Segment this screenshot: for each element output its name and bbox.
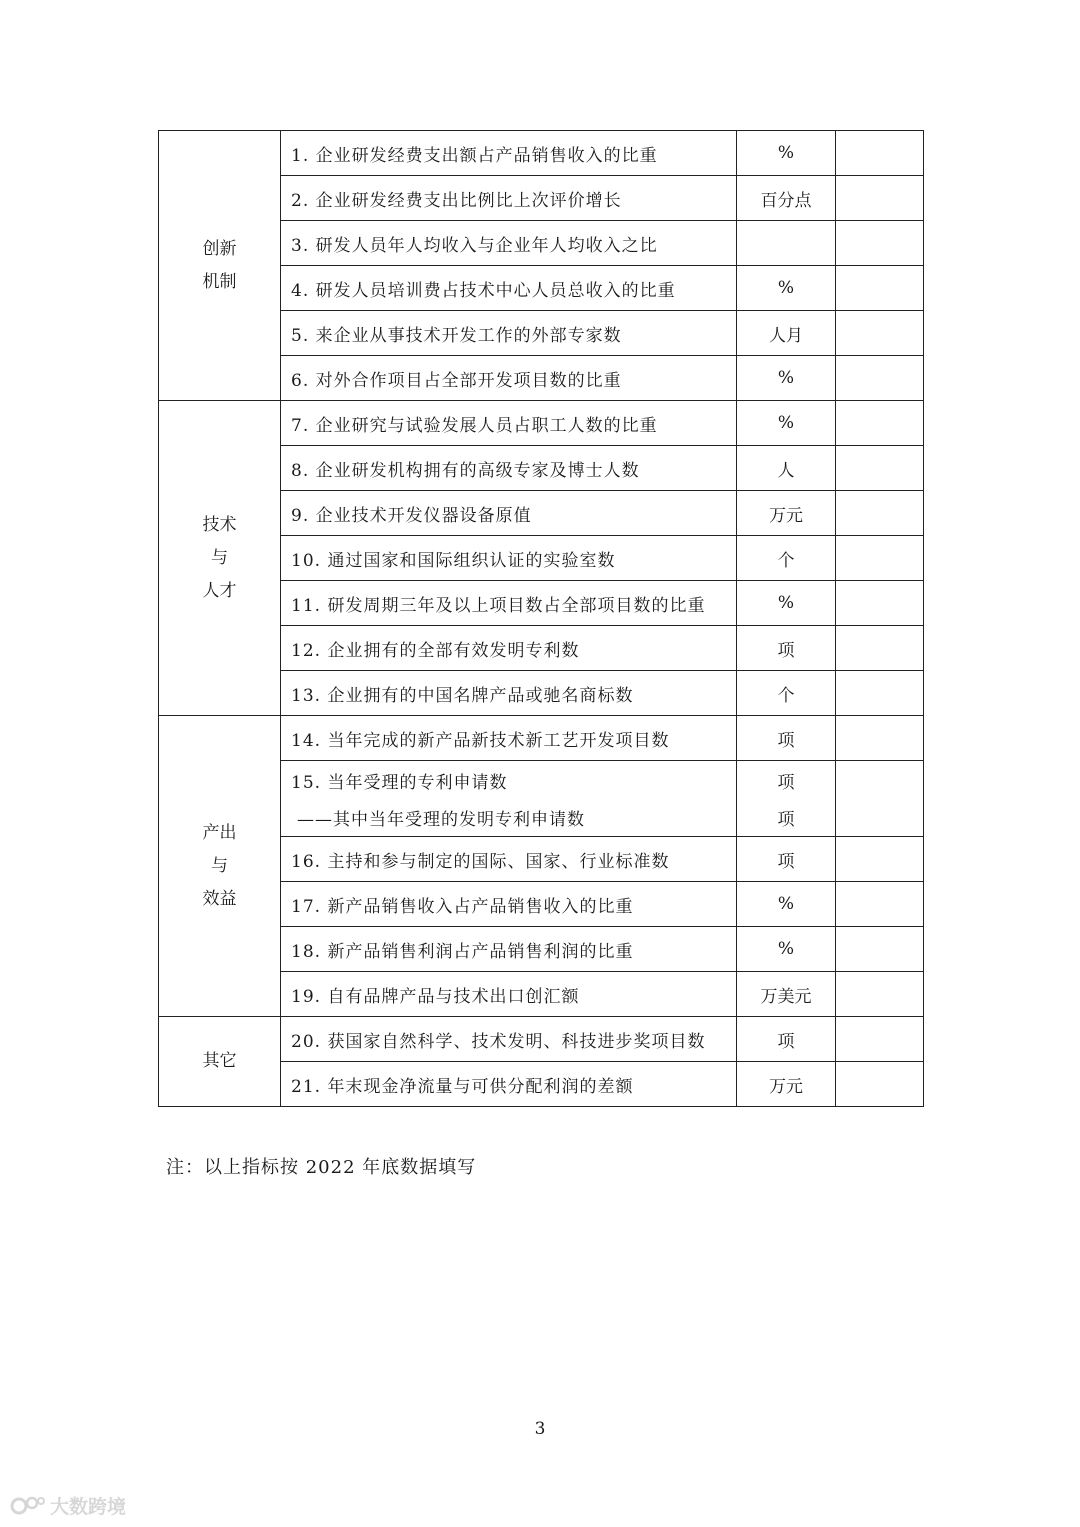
category-line: 其它 [202,1051,237,1071]
unit-text: 项 [777,772,795,793]
unit-cell: 项 [737,716,836,761]
unit-cell: % [737,401,836,446]
unit-cell: 个 [737,671,836,716]
indicator-cell: 12. 企业拥有的全部有效发明专利数 [281,626,737,671]
value-cell[interactable] [836,401,924,446]
table-row [159,131,924,176]
indicator-cell: 4. 研发人员培训费占技术中心人员总收入的比重 [281,266,737,311]
category-line: 与 [211,855,228,876]
unit-cell: % [737,266,836,311]
table-row [159,716,924,761]
unit-cell [737,761,836,837]
value-cell[interactable] [836,927,924,972]
unit-cell: % [737,581,836,626]
footnote: 注：以上指标按 2022 年底数据填写 [166,1157,477,1178]
brand-logo-icon [10,1494,46,1518]
watermark [10,1492,126,1519]
category-line: 产出 [202,822,237,843]
indicator-table [158,130,924,1107]
indicator-cell: 6. 对外合作项目占全部开发项目数的比重 [281,356,737,401]
value-cell[interactable] [836,311,924,356]
category-line: 人才 [202,580,237,601]
unit-cell: % [737,356,836,401]
indicator-cell: 11. 研发周期三年及以上项目数占全部项目数的比重 [281,581,737,626]
indicator-cell: 17. 新产品销售收入占产品销售收入的比重 [281,882,737,927]
value-cell[interactable] [836,626,924,671]
unit-cell: 个 [737,536,836,581]
unit-cell: 人月 [737,311,836,356]
value-cell[interactable] [836,491,924,536]
category-line: 创新 [202,238,237,259]
indicator-cell: 18. 新产品销售利润占产品销售利润的比重 [281,927,737,972]
category-cell [159,716,281,1017]
unit-cell: 万元 [737,1062,836,1107]
indicator-cell: 21. 年末现金净流量与可供分配利润的差额 [281,1062,737,1107]
value-cell[interactable] [836,1017,924,1062]
value-cell[interactable] [836,356,924,401]
unit-cell: 项 [737,1017,836,1062]
indicator-cell: 1. 企业研发经费支出额占产品销售收入的比重 [281,131,737,176]
indicator-cell: 3. 研发人员年人均收入与企业年人均收入之比 [281,221,737,266]
value-cell[interactable] [836,266,924,311]
indicator-cell: 19. 自有品牌产品与技术出口创汇额 [281,972,737,1017]
table-row [159,401,924,446]
indicator-cell: 5. 来企业从事技术开发工作的外部专家数 [281,311,737,356]
value-cell[interactable] [836,761,924,837]
value-cell[interactable] [836,581,924,626]
indicator-cell [281,761,737,837]
unit-cell: 项 [737,837,836,882]
indicator-cell: 8. 企业研发机构拥有的高级专家及博士人数 [281,446,737,491]
value-cell[interactable] [836,131,924,176]
value-cell[interactable] [836,536,924,581]
category-cell [159,1017,281,1107]
unit-cell: % [737,131,836,176]
page-number: 3 [534,1419,546,1439]
value-cell[interactable] [836,671,924,716]
unit-cell [737,221,836,266]
category-cell [159,401,281,716]
indicator-cell: 13. 企业拥有的中国名牌产品或驰名商标数 [281,671,737,716]
watermark-text: 大数跨境 [50,1496,127,1518]
category-line: 机制 [202,271,237,292]
value-cell[interactable] [836,1062,924,1107]
indicator-cell: 2. 企业研发经费支出比例比上次评价增长 [281,176,737,221]
indicator-cell: 7. 企业研究与试验发展人员占职工人数的比重 [281,401,737,446]
indicator-cell: 14. 当年完成的新产品新技术新工艺开发项目数 [281,716,737,761]
category-line: 效益 [202,888,237,909]
sub-indicator-text: ——其中当年受理的发明专利申请数 [297,809,585,830]
unit-cell: 万美元 [737,972,836,1017]
value-cell[interactable] [836,716,924,761]
indicator-text: 15. 当年受理的专利申请数 [291,772,508,793]
value-cell[interactable] [836,972,924,1017]
indicator-cell: 16. 主持和参与制定的国际、国家、行业标准数 [281,837,737,882]
unit-cell: % [737,882,836,927]
unit-cell: 项 [737,626,836,671]
unit-cell: 万元 [737,491,836,536]
table-row [159,1017,924,1062]
value-cell[interactable] [836,882,924,927]
indicator-cell: 9. 企业技术开发仪器设备原值 [281,491,737,536]
indicator-cell: 20. 获国家自然科学、技术发明、科技进步奖项目数 [281,1017,737,1062]
sub-unit-text: 项 [777,809,795,830]
category-line: 与 [211,547,228,568]
value-cell[interactable] [836,446,924,491]
indicator-cell: 10. 通过国家和国际组织认证的实验室数 [281,536,737,581]
category-cell [159,131,281,401]
unit-cell: 百分点 [737,176,836,221]
value-cell[interactable] [836,221,924,266]
value-cell[interactable] [836,176,924,221]
category-line: 技术 [202,514,237,535]
unit-cell: % [737,927,836,972]
value-cell[interactable] [836,837,924,882]
unit-cell: 人 [737,446,836,491]
